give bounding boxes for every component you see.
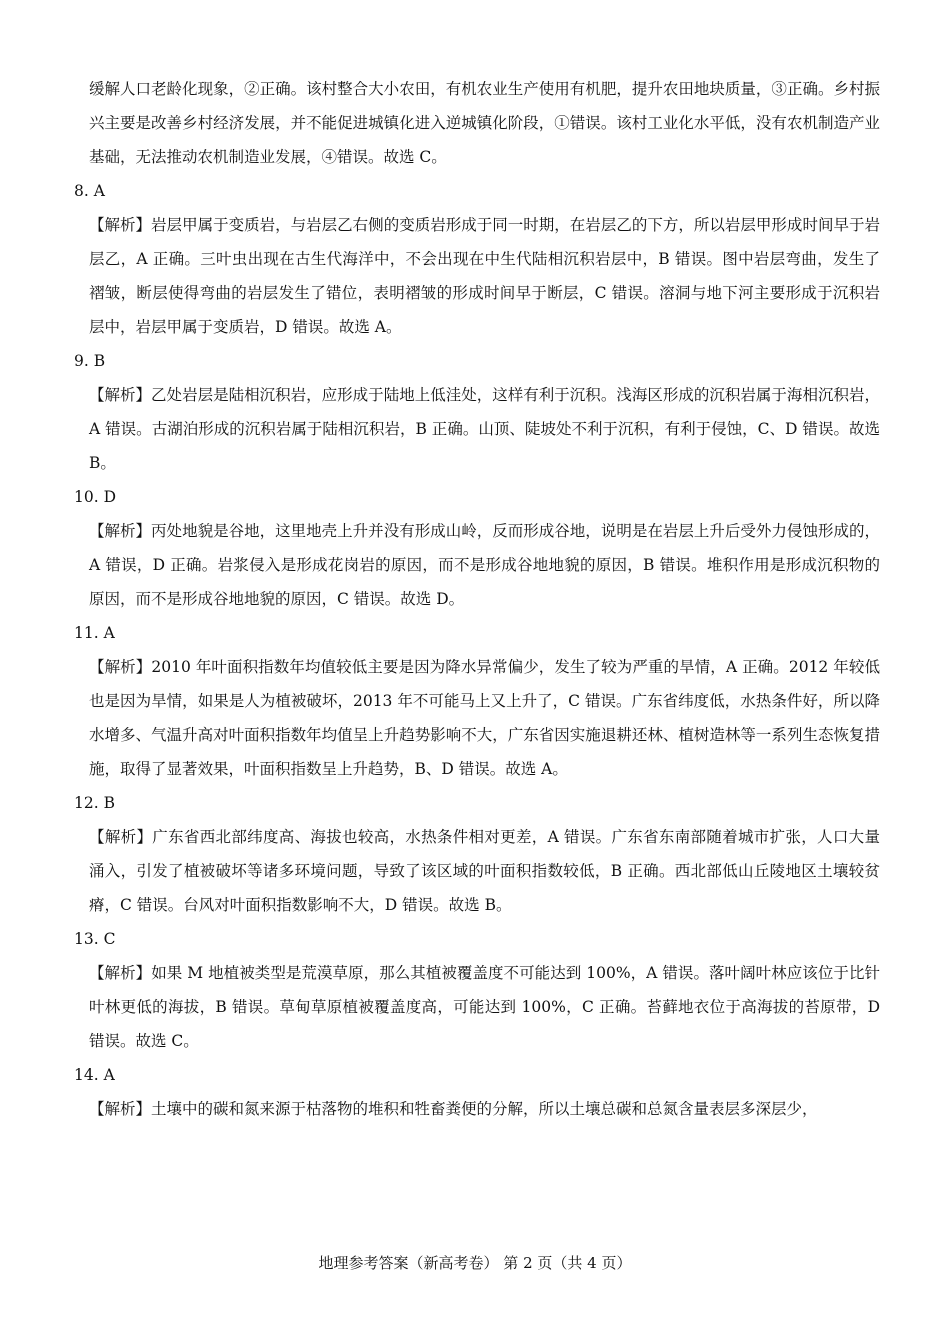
explanation-paragraph xyxy=(74,820,880,922)
answer-content xyxy=(74,72,880,1126)
answer-item xyxy=(74,786,880,922)
explanation-paragraph xyxy=(74,650,880,786)
question-number: 11. A xyxy=(74,624,115,642)
explanation-text: 岩层甲属于变质岩，与岩层乙右侧的变质岩形成于同一时期，在岩层乙的下方，所以岩层甲形成时间早于岩层乙，A 正确。三叶虫出现在古生代海洋中，不会出现在中生代陆相沉积岩层中，B 错误。图中岩层弯曲，发生了褶皱，断层使得弯曲的岩层发生了错位，表明褶皱的形成时间早于断层，C 错误。溶洞与地下河主要形成于沉积岩层中，岩层甲属于变质岩，D 错误。故选 A。 xyxy=(89,216,880,336)
explanation-paragraph xyxy=(74,1092,880,1126)
explanation-tag: 【解析】 xyxy=(89,386,152,404)
explanation-paragraph xyxy=(74,956,880,1058)
explanation-text: 如果 M 地植被类型是荒漠草原，那么其植被覆盖度不可能达到 100%，A 错误。落叶阔叶林应该位于比针叶林更低的海拔，B 错误。草甸草原植被覆盖度高，可能达到 100%，C 正确。苔藓地衣位于高海拔的苔原带，D 错误。故选 C。 xyxy=(89,964,880,1050)
explanation-paragraph xyxy=(74,208,880,344)
question-number: 10. D xyxy=(74,488,117,506)
explanation-text: 土壤中的碳和氮来源于枯落物的堆积和牲畜粪便的分解，所以土壤总碳和总氮含量表层多深层少， xyxy=(151,1100,818,1118)
question-number: 9. B xyxy=(74,352,106,370)
explanation-tag: 【解析】 xyxy=(89,216,152,234)
explanation-tag: 【解析】 xyxy=(89,828,153,846)
explanation-tag: 【解析】 xyxy=(89,1100,152,1118)
explanation-text: 乙处岩层是陆相沉积岩，应形成于陆地上低洼处，这样有利于沉积。浅海区形成的沉积岩属于海相沉积岩，A 错误。古湖泊形成的沉积岩属于陆相沉积岩，B 正确。山顶、陡坡处不利于沉积，有利于侵蚀，C、D 错误。故选 B。 xyxy=(89,386,880,472)
answer-item xyxy=(74,1058,880,1126)
explanation-tag: 【解析】 xyxy=(89,522,152,540)
explanation-text: 2010 年叶面积指数年均值较低主要是因为降水异常偏少，发生了较为严重的旱情，A 正确。2012 年较低也是因为旱情，如果是人为植被破坏，2013 年不可能马上又上升了，C 错误。广东省纬度低，水热条件好，所以降水增多、气温升高对叶面积指数年均值呈上升趋势影响不大，广东省因实施退耕还林、植树造林等一系列生态恢复措施，取得了显著效果，叶面积指数呈上升趋势，B、D 错误。故选 A。 xyxy=(89,658,880,778)
answer-item xyxy=(74,922,880,1058)
explanation-tag: 【解析】 xyxy=(89,964,152,982)
answer-list xyxy=(74,174,880,1126)
answer-item xyxy=(74,174,880,344)
answer-item xyxy=(74,344,880,480)
explanation-tag: 【解析】 xyxy=(89,658,152,676)
explanation-paragraph xyxy=(74,514,880,616)
intro-paragraph: 缓解人口老龄化现象，②正确。该村整合大小农田，有机农业生产使用有机肥，提升农田地块质量，③正确。乡村振兴主要是改善乡村经济发展，并不能促进城镇化进入逆城镇化阶段，①错误。该村工业化水平低，没有农机制造产业基础，无法推动农机制造业发展，④错误。故选 C。 xyxy=(89,80,880,166)
explanation-text: 广东省西北部纬度高、海拔也较高，水热条件相对更差，A 错误。广东省东南部随着城市扩张，人口大量涌入，引发了植被破坏等诸多环境问题，导致了该区域的叶面积指数较低，B 正确。西北部低山丘陵地区土壤较贫瘠，C 错误。台风对叶面积指数影响不大，D 错误。故选 B。 xyxy=(89,828,880,914)
question-number: 8. A xyxy=(74,182,105,200)
explanation-paragraph xyxy=(74,378,880,480)
answer-item xyxy=(74,480,880,616)
explanation-text: 丙处地貌是谷地，这里地壳上升并没有形成山岭，反而形成谷地，说明是在岩层上升后受外力侵蚀形成的，A 错误，D 正确。岩浆侵入是形成花岗岩的原因，而不是形成谷地地貌的原因，B 错误。堆积作用是形成沉积物的原因，而不是形成谷地地貌的原因，C 错误。故选 D。 xyxy=(89,522,880,608)
question-number: 12. B xyxy=(74,794,115,812)
answer-item xyxy=(74,616,880,786)
question-number: 14. A xyxy=(74,1066,115,1084)
page-footer: 地理参考答案（新高考卷） 第 2 页（共 4 页） xyxy=(318,1254,632,1272)
question-number: 13. C xyxy=(74,930,116,948)
